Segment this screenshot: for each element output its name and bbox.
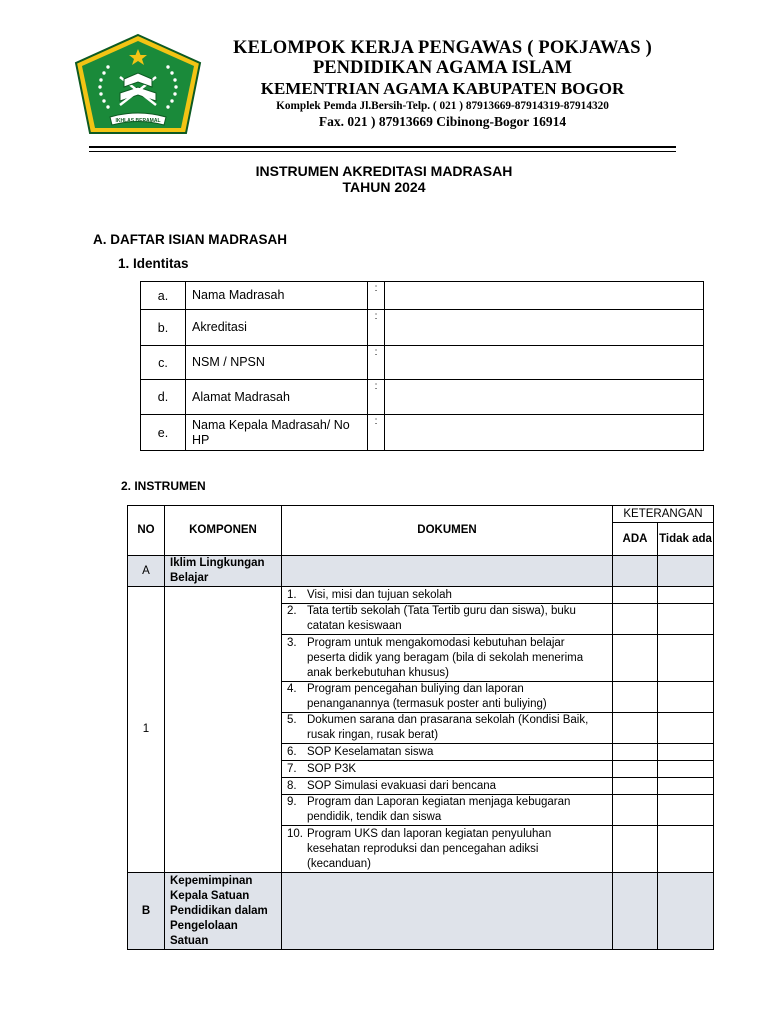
- dokumen-row: [128, 587, 714, 604]
- ada-cell[interactable]: [613, 873, 658, 950]
- ada-cell[interactable]: [613, 795, 658, 826]
- group-row-a: [128, 556, 714, 587]
- kepala-madrasah-field[interactable]: [385, 415, 704, 451]
- identitas-row: [141, 282, 704, 310]
- field-label: Alamat Madrasah: [186, 380, 368, 415]
- ada-cell[interactable]: [613, 761, 658, 778]
- svg-text:IKHLAS BERAMAL: IKHLAS BERAMAL: [115, 118, 161, 124]
- identitas-table: [140, 281, 704, 451]
- colon: :: [368, 380, 385, 415]
- colon: :: [368, 415, 385, 451]
- letterhead-line1: KELOMPOK KERJA PENGAWAS ( POKJAWAS ): [233, 38, 652, 58]
- tidak-ada-cell[interactable]: [658, 795, 714, 826]
- letterhead-rule-thick: [89, 146, 676, 148]
- field-label: NSM / NPSN: [186, 346, 368, 380]
- group-row-b: [128, 873, 714, 950]
- field-label: Nama Madrasah: [186, 282, 368, 310]
- row-letter: c.: [141, 346, 186, 380]
- ada-cell[interactable]: [613, 556, 658, 587]
- ada-cell[interactable]: [613, 587, 658, 604]
- ada-cell[interactable]: [613, 744, 658, 761]
- instrumen-table: [127, 505, 714, 950]
- dokumen-cell: 9. Program dan Laporan kegiatan menjaga kebugaran pendidik, tendik dan siswa: [282, 795, 613, 826]
- tidak-ada-cell[interactable]: [658, 761, 714, 778]
- akreditasi-field[interactable]: [385, 310, 704, 346]
- dokumen-cell: 8. SOP Simulasi evakuasi dari bencana: [282, 778, 613, 795]
- header-row: [128, 506, 714, 523]
- dokumen-cell: 10. Program UKS dan laporan kegiatan penyuluhan kesehatan reproduksi dan pencegahan adiksi (kecanduan): [282, 826, 613, 873]
- tidak-ada-cell[interactable]: [658, 682, 714, 713]
- nama-madrasah-field[interactable]: [385, 282, 704, 310]
- dokumen-cell: 3. Program untuk mengakomodasi kebutuhan belajar peserta didik yang beragam (bila di sekolah menerima anak berkebutuhan khusus): [282, 635, 613, 682]
- header-keterangan: KETERANGAN: [613, 506, 714, 523]
- ada-cell[interactable]: [613, 778, 658, 795]
- kemenag-logo: [74, 33, 202, 136]
- colon: :: [368, 346, 385, 380]
- dokumen-cell: 1. Visi, misi dan tujuan sekolah: [282, 587, 613, 604]
- dokumen-cell: 6. SOP Keselamatan siswa: [282, 744, 613, 761]
- dokumen-cell: 5. Dokumen sarana dan prasarana sekolah (Kondisi Baik, rusak ringan, rusak berat): [282, 713, 613, 744]
- tidak-ada-cell[interactable]: [658, 826, 714, 873]
- row-number: 1: [128, 587, 165, 873]
- tidak-ada-cell[interactable]: [658, 604, 714, 635]
- header-tidak-ada: Tidak ada: [658, 523, 714, 556]
- letterhead-rule-thin: [89, 151, 676, 152]
- section-a-heading: A. DAFTAR ISIAN MADRASAH: [93, 232, 287, 247]
- ada-cell[interactable]: [613, 604, 658, 635]
- tidak-ada-cell[interactable]: [658, 587, 714, 604]
- group-komponen: Kepemimpinan Kepala Satuan Pendidikan dalam Pengelolaan Satuan: [165, 873, 282, 950]
- row-letter: e.: [141, 415, 186, 451]
- tidak-ada-cell[interactable]: [658, 873, 714, 950]
- group-no: A: [128, 556, 165, 587]
- tidak-ada-cell[interactable]: [658, 556, 714, 587]
- letterhead-address: Komplek Pemda Jl.Bersih-Telp. ( 021 ) 87913669-87914319-87914320: [276, 100, 609, 112]
- komponen-cell: [165, 587, 282, 873]
- tidak-ada-cell[interactable]: [658, 635, 714, 682]
- letterhead: [205, 38, 680, 130]
- group-no: B: [128, 873, 165, 950]
- group-dokumen: [282, 873, 613, 950]
- colon: :: [368, 282, 385, 310]
- identitas-row: [141, 310, 704, 346]
- group-dokumen: [282, 556, 613, 587]
- tidak-ada-cell[interactable]: [658, 713, 714, 744]
- field-label: Nama Kepala Madrasah/ No HP: [186, 415, 368, 451]
- letterhead-fax: Fax. 021 ) 87913669 Cibinong-Bogor 16914: [318, 114, 567, 129]
- header-ada: ADA: [613, 523, 658, 556]
- dokumen-cell: 7. SOP P3K: [282, 761, 613, 778]
- ada-cell[interactable]: [613, 826, 658, 873]
- letterhead-line3: KEMENTRIAN AGAMA KABUPATEN BOGOR: [260, 79, 625, 98]
- alamat-field[interactable]: [385, 380, 704, 415]
- ada-cell[interactable]: [613, 682, 658, 713]
- dokumen-cell: 4. Program pencegahan buliying dan laporan penanganannya (termasuk poster anti buliying): [282, 682, 613, 713]
- row-letter: b.: [141, 310, 186, 346]
- document-title: INSTRUMEN AKREDITASI MADRASAH TAHUN 2024: [255, 163, 513, 195]
- row-letter: d.: [141, 380, 186, 415]
- tidak-ada-cell[interactable]: [658, 778, 714, 795]
- ada-cell[interactable]: [613, 713, 658, 744]
- ada-cell[interactable]: [613, 635, 658, 682]
- letterhead-line2: PENDIDIKAN AGAMA ISLAM: [312, 58, 573, 78]
- identitas-row: [141, 346, 704, 380]
- dokumen-cell: 2. Tata tertib sekolah (Tata Tertib guru dan siswa), buku catatan kesiswaan: [282, 604, 613, 635]
- group-komponen: Iklim Lingkungan Belajar: [165, 556, 282, 587]
- header-dokumen: DOKUMEN: [282, 506, 613, 556]
- instrumen-heading: 2. INSTRUMEN: [121, 479, 206, 493]
- field-label: Akreditasi: [186, 310, 368, 346]
- tidak-ada-cell[interactable]: [658, 744, 714, 761]
- colon: :: [368, 310, 385, 346]
- row-letter: a.: [141, 282, 186, 310]
- nsm-npsn-field[interactable]: [385, 346, 704, 380]
- header-no: NO: [128, 506, 165, 556]
- identitas-row: [141, 415, 704, 451]
- identitas-row: [141, 380, 704, 415]
- identitas-heading: 1. Identitas: [118, 256, 189, 271]
- header-komponen: KOMPONEN: [165, 506, 282, 556]
